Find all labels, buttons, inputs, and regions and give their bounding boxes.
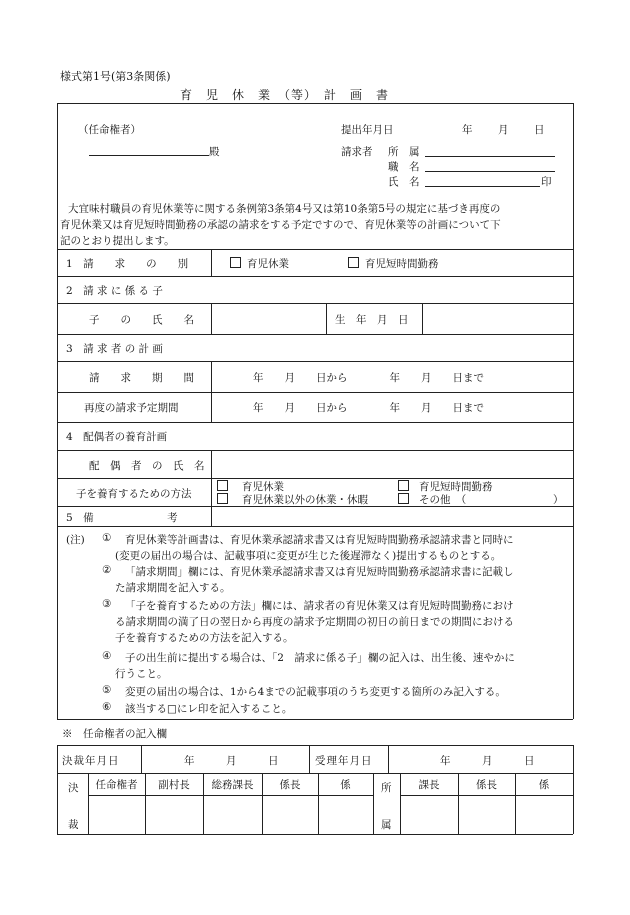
checkbox[interactable] (217, 480, 228, 491)
col-staff-right: 係 (538, 779, 550, 791)
note-3-line-1: 「子を養育するための方法」欄には、請求者の育児休業又は育児短時間勤務におけ (125, 600, 514, 612)
note-4-line-1: 子の出生前に提出する場合は、「2 請求に係る子」欄の記入は、出生後、速やかに (125, 652, 515, 664)
childcare-method-label: 子を養育するための方法 (76, 488, 192, 500)
note-2-line-2: た請求期間を記入する。 (115, 582, 231, 594)
child-name-label: 子 の 氏 名 (89, 314, 194, 326)
requester-label: 請求者 (341, 146, 373, 158)
honorific: 殿 (209, 146, 220, 158)
method-option-short-hours[interactable]: 育児短時間勤務 (398, 479, 493, 494)
position-label: 職 名 (388, 161, 420, 173)
intro-line-3: 記のとおり提出します。 (60, 235, 175, 247)
zoku-char: 属 (381, 819, 392, 831)
col-section-chief-right: 課長 (418, 779, 440, 791)
appointer-name-line[interactable] (89, 155, 209, 156)
checkbox[interactable] (398, 480, 409, 491)
checkbox[interactable] (348, 257, 359, 268)
note-3-num: ③ (102, 598, 112, 610)
sai-char: 裁 (68, 819, 79, 831)
affiliation-line[interactable] (425, 156, 555, 157)
requester-plan-label: 3 請 求 者 の 計 画 (66, 343, 163, 355)
col-subsection-chief: 係長 (279, 779, 301, 791)
re-request-period-value[interactable]: 年 月 日から 年 月 日まで (253, 402, 484, 414)
request-period-label: 請 求 期 間 (89, 372, 194, 384)
form-number: 様式第1号(第3条関係) (60, 70, 171, 83)
page-title: 育 児 休 業 （等） 計 画 書 (180, 88, 390, 102)
method-option-other[interactable]: その他 （ (398, 492, 466, 507)
method-other-close: ） (553, 494, 564, 506)
note-4-line-2: 行うこと。 (115, 668, 168, 680)
request-type-option-short-hours[interactable]: 育児短時間勤務 (348, 256, 439, 271)
intro-line-2: 育児休業又は育児短時間勤務の承認の請求をする予定ですので、育児休業等の計画について下 (60, 219, 501, 231)
note-3-line-3: 子を養育するための方法を記入する。 (115, 632, 294, 644)
notes-prefix: (注) (66, 534, 85, 546)
note-6-num: ⑥ (102, 701, 112, 713)
remarks-label: 5 備 考 (66, 512, 178, 524)
note-5-num: ⑤ (102, 684, 112, 696)
checkbox[interactable] (398, 493, 409, 504)
receipt-date-value[interactable]: 年 月 日 (440, 755, 535, 767)
request-period-value[interactable]: 年 月 日から 年 月 日まで (253, 372, 484, 384)
col-appointer: 任命権者 (95, 779, 138, 791)
submission-date-label: 提出年月日 (341, 124, 394, 136)
child-section-label: 2 請 求 に 係 る 子 (66, 285, 163, 297)
checkbox[interactable] (230, 257, 241, 268)
request-type-label: 1 請 求 の 別 (66, 258, 189, 270)
note-2-line-1: 「請求期間」欄には、育児休業承認請求書又は育児短時間勤務承認請求書に記載し (125, 566, 514, 578)
spouse-plan-label: 4 配偶者の養育計画 (66, 431, 168, 443)
re-request-period-label: 再度の請求予定期間 (84, 402, 179, 414)
col-subsection-chief-right: 係長 (476, 779, 497, 791)
birth-date-label: 生 年 月 日 (335, 314, 409, 326)
note-1-line-1: 育児休業等計画書は、育児休業承認請求書又は育児短時間勤務承認請求書と同時に (125, 534, 514, 546)
decision-date-label: 決裁年月日 (62, 755, 120, 767)
method-option-childcare-leave[interactable]: 育児休業 (217, 479, 284, 494)
appointer-label: （任命権者） (78, 124, 141, 136)
date-day: 日 (534, 124, 545, 136)
sho-char: 所 (381, 782, 392, 794)
name-line[interactable] (425, 186, 540, 187)
decision-date-value[interactable]: 年 月 日 (184, 755, 279, 767)
method-option-other-leave[interactable]: 育児休業以外の休業・休暇 (217, 492, 368, 507)
appointer-section-heading: ※ 任命権者の記入欄 (62, 728, 167, 740)
note-3-line-2: る請求期間の満了日の翌日から再度の請求予定期間の初日の前日までの期間における (115, 616, 514, 628)
date-year: 年 (462, 124, 473, 136)
note-5-line-1: 変更の届出の場合は、1から4までの記載事項のうち変更する箇所のみ記入する。 (125, 686, 506, 698)
ketsu-char: 決 (68, 782, 79, 794)
note-1-num: ① (102, 532, 112, 544)
note-4-num: ④ (102, 650, 112, 662)
name-label: 氏 名 (388, 176, 420, 188)
spouse-name-label: 配 偶 者 の 氏 名 (89, 460, 205, 472)
col-staff: 係 (340, 779, 351, 791)
intro-line-1: 大宜味村職員の育児休業等に関する条例第3条第4号又は第10条第5号の規定に基づき再度の (68, 203, 501, 215)
col-general-affairs-chief: 総務課長 (211, 779, 254, 791)
note-2-num: ② (102, 564, 112, 576)
seal-mark: 印 (541, 176, 552, 188)
date-month: 月 (498, 124, 509, 136)
col-deputy-mayor: 副村長 (158, 779, 190, 791)
receipt-date-label: 受理年月日 (315, 755, 373, 767)
request-type-option-childcare-leave[interactable]: 育児休業 (230, 256, 289, 271)
checkbox[interactable] (217, 493, 228, 504)
position-line[interactable] (425, 171, 555, 172)
affiliation-label: 所 属 (388, 146, 420, 158)
note-1-line-2: (変更の届出の場合は、記載事項に変更が生じた後遅滞なく)提出するものとする。 (115, 550, 502, 562)
note-6-line-1: 該当する□にレ印を記入すること。 (125, 703, 293, 715)
